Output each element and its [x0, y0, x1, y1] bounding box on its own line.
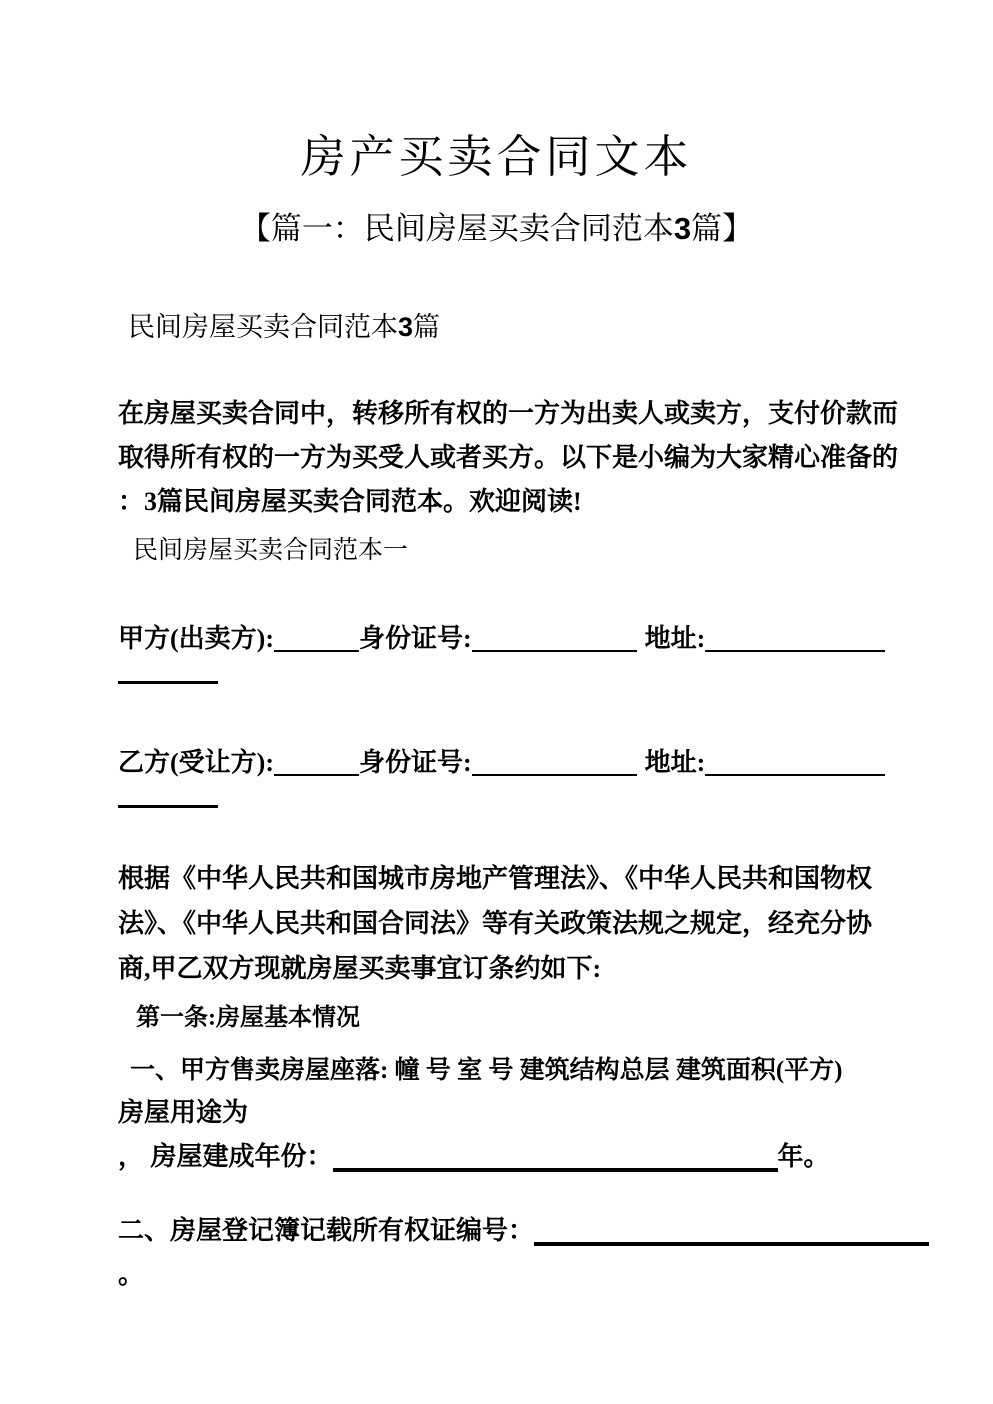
heading1-text-pre: 民间房屋买卖合同范本 — [128, 312, 398, 342]
cert-number-label: 二、房屋登记簿记载所有权证编号： — [118, 1216, 535, 1245]
heading1-text-post: 篇 — [413, 312, 441, 342]
party-a-addr-blank — [705, 649, 885, 652]
item-2-line — [118, 1210, 929, 1247]
intro-paragraph-line: 取得所有权的一方为买受人或者买方。以下是小编为大家精心准备的 — [118, 443, 899, 472]
party-b-id-label: 身份证号: — [358, 748, 472, 777]
legal-paragraph-line: 法》、《中华人民共和国合同法》等有关政策法规之规定，经充分协 — [118, 909, 873, 938]
subtitle-number: 3 — [673, 211, 692, 246]
year-built-label: ， 房屋建成年份： — [118, 1142, 333, 1171]
year-built-blank — [333, 1167, 778, 1172]
party-a-id-label: 身份证号: — [358, 624, 472, 653]
heading1-number: 3 — [398, 312, 414, 342]
party-a-name-blank — [274, 649, 359, 652]
item-1-line-1: 一、甲方售卖房屋座落: 幢 号 室 号 建筑结构总层 建筑面积(平方) — [130, 1057, 843, 1084]
party-a-id-blank — [472, 649, 637, 652]
party-a-continuation-blank — [118, 681, 218, 684]
party-b-id-blank — [472, 773, 637, 776]
intro-paragraph-line: 在房屋买卖合同中，转移所有权的一方为出卖人或卖方，支付价款而 — [118, 399, 899, 428]
party-b-line — [118, 742, 885, 779]
subtitle-text-pre: 【篇一：民间房屋买卖合同范本 — [239, 211, 674, 246]
article-1-heading: 第一条:房屋基本情况 — [136, 1005, 360, 1031]
party-a-line — [118, 618, 885, 655]
cert-number-blank — [534, 1241, 929, 1246]
party-b-addr-blank — [705, 773, 885, 776]
item-2-period: 。 — [118, 1260, 145, 1289]
legal-paragraph-line: 商,甲乙双方现就房屋买卖事宜订条约如下: — [118, 954, 602, 983]
party-a-label: 甲方(出卖方): — [118, 624, 274, 653]
section-heading-template-3 — [128, 305, 440, 344]
document-title: 房产买卖合同文本 — [300, 132, 693, 182]
item-1-line-2: 房屋用途为 — [118, 1098, 249, 1127]
section-heading-template-one: 民间房屋买卖合同范本一 — [133, 537, 409, 564]
legal-paragraph-line: 根据《中华人民共和国城市房地产管理法》、《中华人民共和国物权 — [118, 864, 873, 893]
intro-paragraph-line: ：3篇民间房屋买卖合同范本。欢迎阅读! — [118, 487, 582, 516]
party-b-name-blank — [274, 773, 359, 776]
party-b-continuation-blank — [118, 805, 218, 808]
document-subtitle — [0, 203, 993, 248]
party-b-label: 乙方(受让方): — [118, 748, 274, 777]
party-a-addr-label: 地址: — [644, 624, 706, 653]
party-b-addr-label: 地址: — [644, 748, 706, 777]
subtitle-text-post: 篇】 — [691, 211, 754, 246]
year-built-suffix: 年。 — [777, 1142, 830, 1171]
item-1-line-3 — [118, 1136, 830, 1173]
